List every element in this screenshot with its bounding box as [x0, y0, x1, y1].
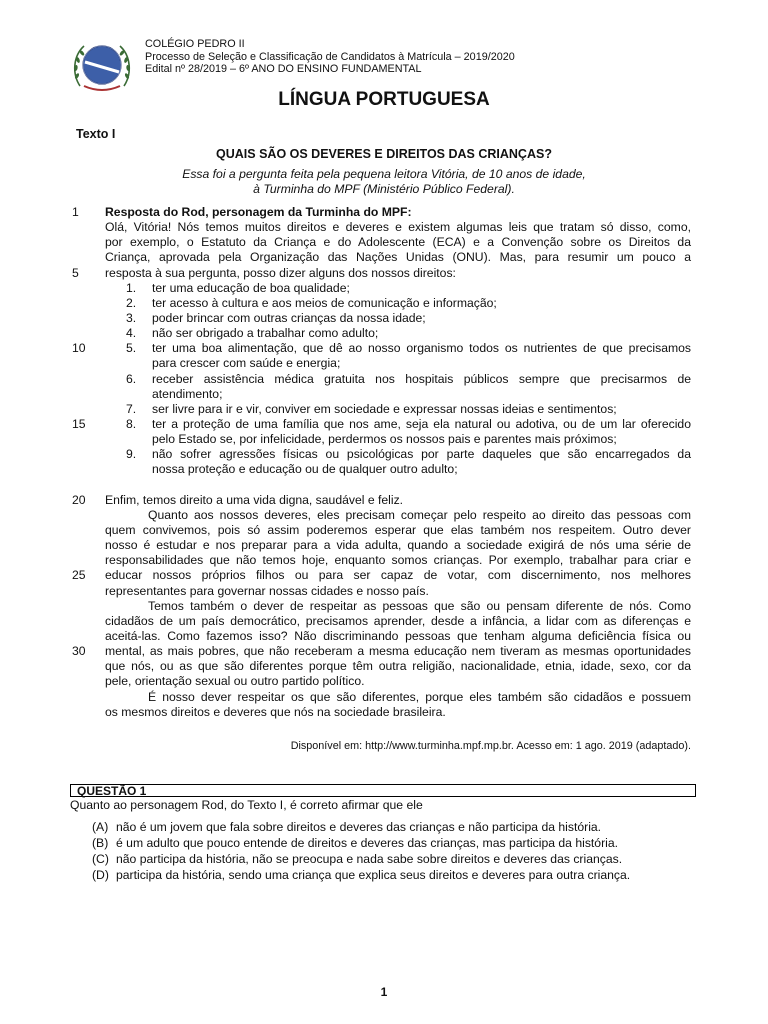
subject-title: LÍNGUA PORTUGUESA — [278, 89, 490, 110]
article-line: É nosso dever respeitar os que são diferentes, porque eles também são cidadãos e possuem — [148, 689, 691, 704]
option-c[interactable] — [92, 852, 630, 868]
article-title — [0, 147, 768, 162]
option-letter: (A) — [92, 820, 109, 834]
intro-line-1: Essa foi a pergunta feita pela pequena leitora Vitória, de 10 anos de idade, — [182, 167, 586, 181]
option-letter: (D) — [92, 868, 109, 882]
list-item: ser livre para ir e vir, conviver em sociedade e expressar nossas ideias e sentimentos; — [152, 401, 617, 416]
article-line: representantes para governar nossas cidades e nosso país. — [105, 583, 429, 598]
edital-line: Edital nº 28/2019 – 6º ANO DO ENSINO FUNDAMENTAL — [145, 63, 422, 76]
question-text: Quanto ao personagem Rod, do Texto I, é correto afirmar que ele — [70, 798, 423, 812]
list-number: 9. — [126, 447, 137, 462]
list-number: 3. — [126, 310, 137, 325]
question-label-box — [70, 784, 696, 797]
list-number: 4. — [126, 326, 137, 341]
article-title-text: QUAIS SÃO OS DEVERES E DIREITOS DAS CRIANÇAS? — [216, 147, 552, 161]
line-number: 1 — [72, 205, 79, 219]
article-line: Criança, aprovada pela Organização das Nações Unidas (ONU). Mas, para resumir um pouco a — [105, 250, 691, 265]
list-number: 6. — [126, 371, 137, 386]
list-item: receber assistência médica gratuita nos hospitais públicos sempre que precisarmos de — [152, 371, 691, 386]
list-number: 7. — [126, 401, 137, 416]
article-body — [72, 205, 691, 720]
article-line: responsabilidades que não temos hoje, enquanto somos crianças. Por exemplo, trabalhar para criar e — [105, 553, 691, 568]
article-line: nosso é estudar e nos preparar para a vida adulta, quando a sociedade exigirá de nós uma série de — [105, 538, 691, 553]
list-item: não ser obrigado a trabalhar como adulto; — [152, 326, 379, 341]
selection-process: Processo de Seleção e Classificação de Candidatos à Matrícula – 2019/2020 — [145, 50, 515, 63]
list-item: ter uma boa alimentação, que dê ao nosso organismo todos os nutrientes de que precisamos — [152, 341, 691, 356]
option-b[interactable] — [92, 836, 630, 852]
line-number: 15 — [72, 416, 86, 431]
line-number: 30 — [72, 644, 86, 659]
exam-header — [145, 38, 515, 76]
option-d[interactable] — [92, 868, 630, 884]
article-line: cidadãos de um país democrático, precisamos aprender, desde a infância, a lidar com as diferenças e — [105, 613, 691, 628]
article-line: aceitá-las. Como fazemos isso? Não discriminando pessoas que tenham alguma deficiência física ou — [105, 628, 691, 643]
line-number: 5 — [72, 265, 79, 280]
article-intro — [0, 167, 768, 197]
option-a[interactable] — [92, 820, 630, 836]
article-line: quem convivemos, pois só assim poderemos esperar que elas também nos respeitem. Outro dever — [105, 522, 691, 537]
list-item: ter uma educação de boa qualidade; — [152, 280, 350, 295]
page-number: 1 — [380, 985, 388, 999]
line-number: 20 — [72, 492, 86, 507]
answer-options — [92, 820, 630, 884]
texto-label: Texto I — [76, 127, 116, 141]
school-seal-logo — [70, 36, 134, 96]
article-line: Enfim, temos direito a uma vida digna, saudável e feliz. — [105, 492, 404, 507]
source-citation: Disponível em: http://www.turminha.mpf.mp.br. Acesso em: 1 ago. 2019 (adaptado). — [290, 740, 691, 752]
list-item: ter acesso à cultura e aos meios de comunicação e informação; — [152, 295, 497, 310]
list-item: poder brincar com outras crianças da nossa idade; — [152, 310, 426, 325]
article-line: educar nossos próprios filhos ou para ser capaz de votar, com discernimento, nos melhores — [105, 568, 691, 583]
line-number: 10 — [72, 341, 86, 356]
school-name: COLÉGIO PEDRO II — [145, 38, 245, 50]
article-heading: Resposta do Rod, personagem da Turminha do MPF: — [105, 205, 412, 219]
list-number: 5. — [126, 341, 137, 356]
intro-line-2: à Turminha do MPF (Ministério Público Federal). — [253, 182, 515, 196]
option-text: é um adulto que pouco entende de direitos e deveres das crianças, mas participa da história. — [116, 836, 619, 850]
article-line: pele, orientação sexual ou outro partido político. — [105, 674, 365, 689]
article-line: mental, as mais pobres, que não receberam a mesma educação nem tiveram as mesmas oportunidades — [105, 644, 691, 659]
article-line: Olá, Vitória! Nós temos muitos direitos e deveres e existem algumas leis que tratam só disso, como, — [105, 220, 691, 235]
list-item: ter a proteção de uma família que nos ame, seja ela natural ou adotiva, ou de um lar oferecido — [152, 416, 691, 431]
list-number: 2. — [126, 295, 137, 310]
article-line: Quanto aos nossos deveres, eles precisam começar pelo respeito ao direito das pessoas com — [148, 507, 691, 522]
list-number: 8. — [126, 416, 137, 431]
question-label: QUESTÃO 1 — [77, 784, 147, 798]
article-line: os mesmos direitos e deveres que nós na sociedade brasileira. — [105, 704, 446, 719]
article-line: resposta à sua pergunta, posso dizer alguns dos nossos direitos: — [105, 265, 456, 280]
line-number: 25 — [72, 568, 86, 583]
list-item-cont: nossa proteção e educação ou de qualquer outro adulto; — [152, 462, 458, 477]
option-text: não é um jovem que fala sobre direitos e deveres das crianças e não participa da história. — [116, 820, 602, 834]
list-item-cont: pelo Estado se, por infelicidade, perdermos os nossos pais e parentes mais próximos; — [152, 432, 617, 447]
list-number: 1. — [126, 280, 137, 295]
option-letter: (B) — [92, 836, 109, 850]
article-line: por exemplo, o Estatuto da Criança e do Adolescente (ECA) e a Convenção sobre os Direitos da — [105, 235, 691, 250]
option-letter: (C) — [92, 852, 109, 866]
list-item-cont: para crescer com saúde e energia; — [152, 356, 341, 371]
article-line: Temos também o dever de respeitar as pessoas que são ou pensam diferente de nós. Como — [148, 598, 691, 613]
list-item: não sofrer agressões físicas ou psicológicas por parte daqueles que são encarregados da — [152, 447, 691, 462]
list-item-cont: atendimento; — [152, 386, 223, 401]
option-text: participa da história, sendo uma criança que explica seus direitos e deveres para outra criança. — [116, 868, 631, 882]
article-line: que nós, ou as que são diferentes porque têm outra religião, nacionalidade, etnia, idade, sexo, cor da — [105, 659, 691, 674]
option-text: não participa da história, não se preocupa e nada sabe sobre direitos e deveres das crianças. — [116, 852, 623, 866]
